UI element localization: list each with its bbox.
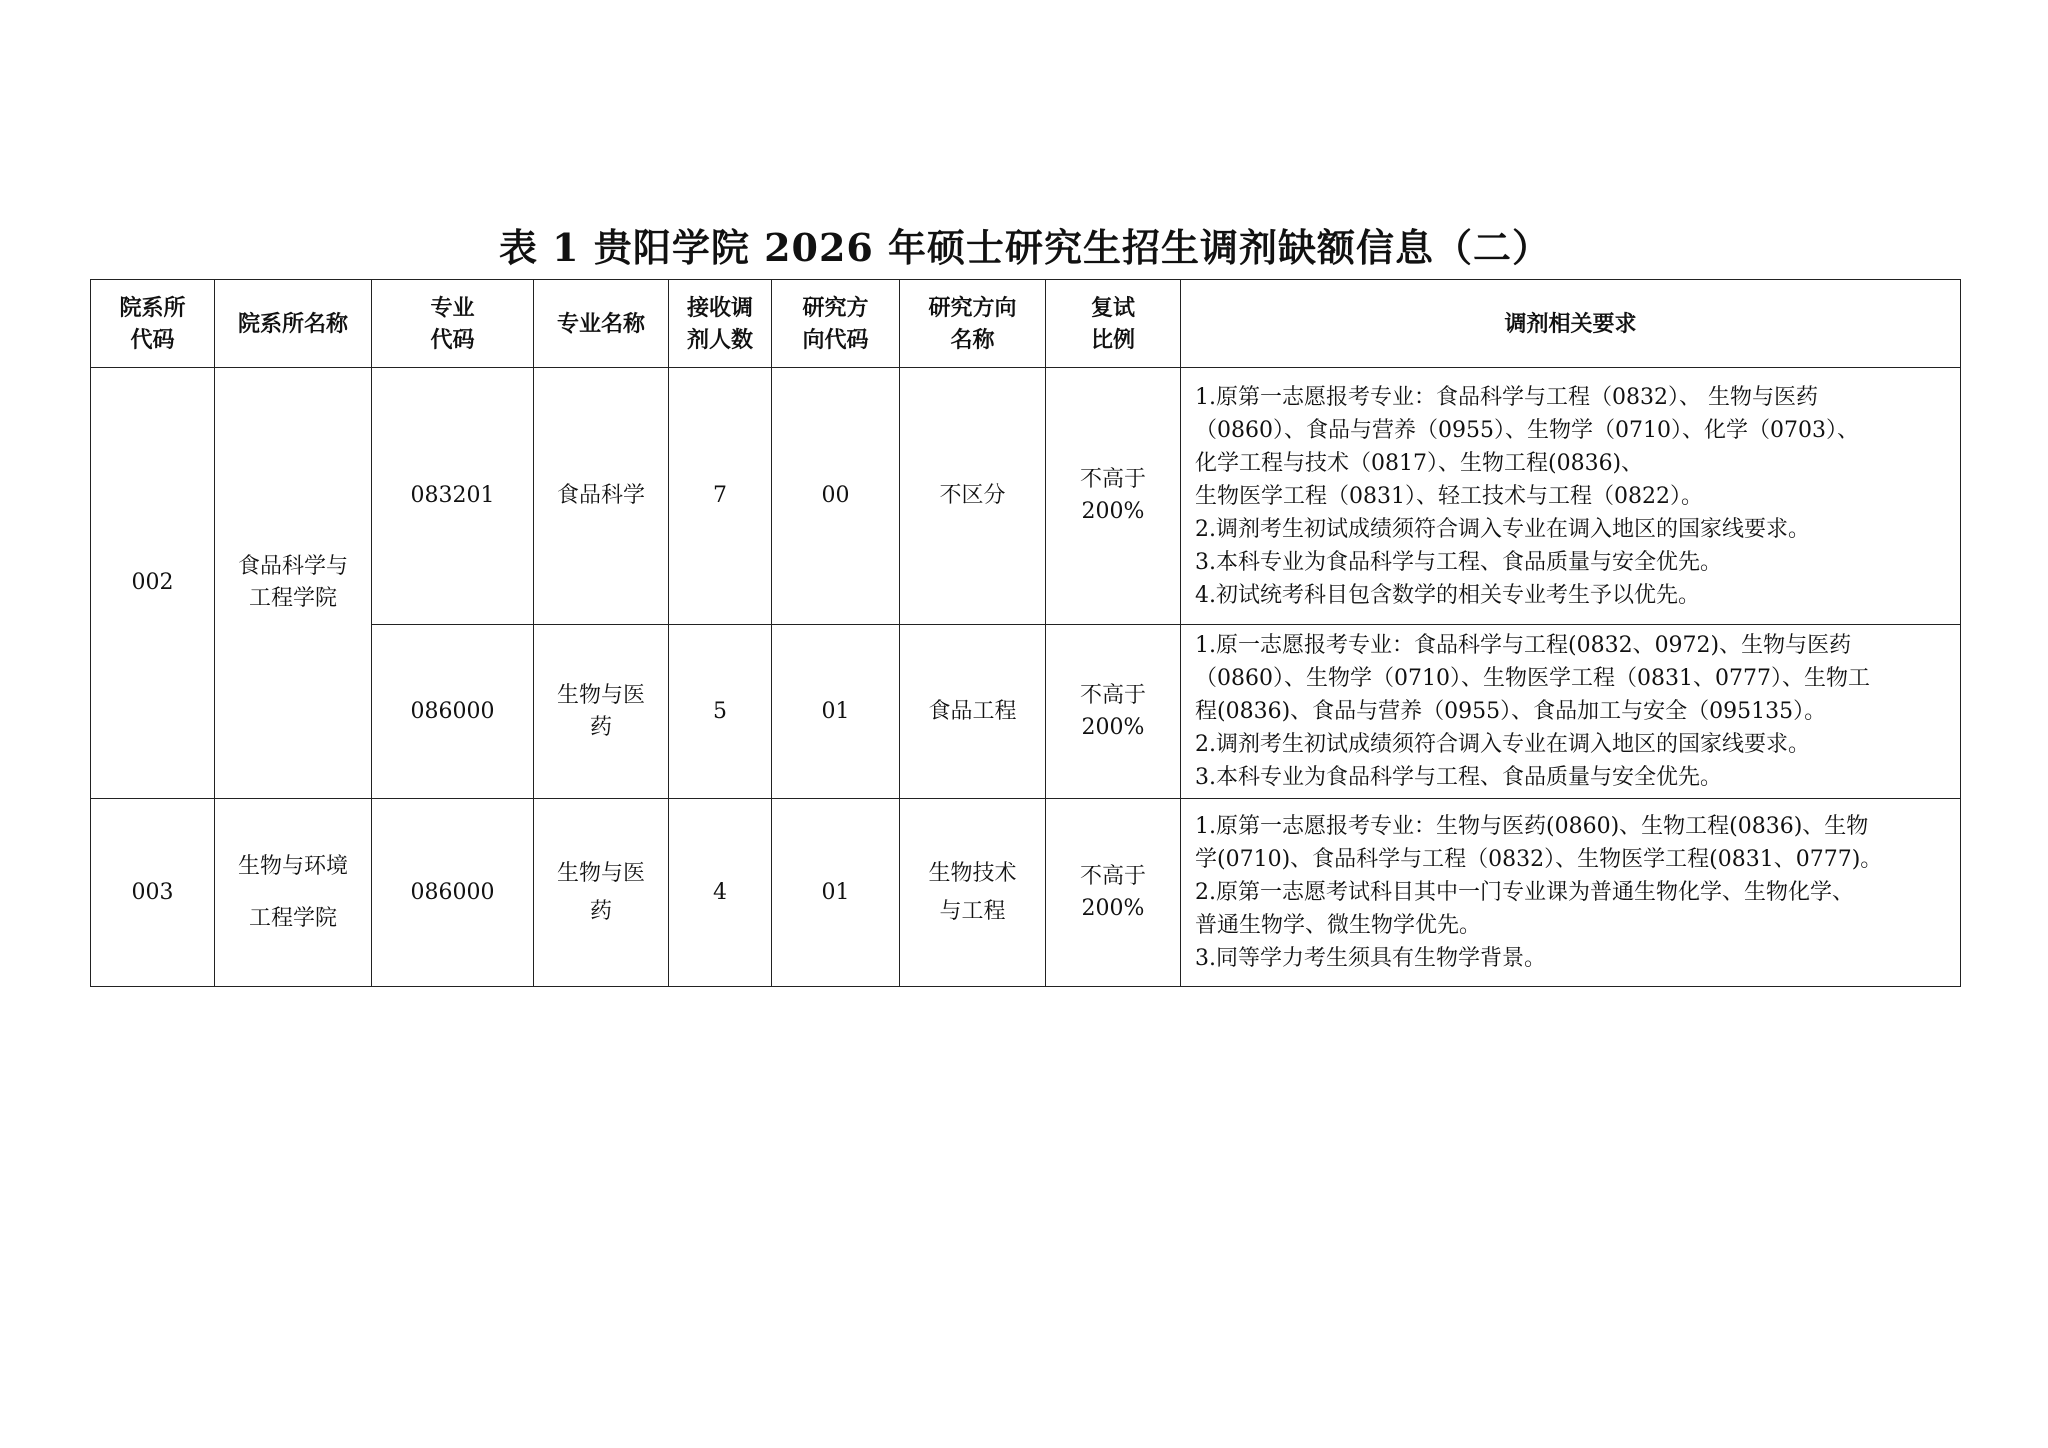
requirement-line: 3.本科专业为食品科学与工程、食品质量与安全优先。 (1195, 765, 1722, 790)
requirement-line: 2.原第一志愿考试科目其中一门专业课为普通生物化学、生物化学、 (1195, 880, 1854, 905)
direction-name-cell: 生物技术 与工程 (900, 799, 1046, 987)
requirement-line: 3.同等学力考生须具有生物学背景。 (1195, 946, 1546, 971)
requirement-line: 1.原第一志愿报考专业：生物与医药(0860)、生物工程(0836)、生物 (1195, 814, 1869, 839)
requirement-line: 程(0836)、食品与营养（0955）、食品加工与安全（095135）。 (1195, 699, 1827, 724)
dept-name-cell: 食品科学与 工程学院 (215, 368, 372, 799)
major-name-cell: 生物与医 药 (534, 625, 669, 799)
dept-code-cell: 003 (91, 799, 215, 987)
requirement-line: 2.调剂考生初试成绩须符合调入专业在调入地区的国家线要求。 (1195, 732, 1810, 757)
requirements-cell (1181, 625, 1961, 799)
header-major-code: 专业 代码 (372, 280, 534, 368)
direction-name-cell: 不区分 (900, 368, 1046, 625)
direction-code-cell: 01 (772, 799, 900, 987)
header-direction-code: 研究方 向代码 (772, 280, 900, 368)
table-header-row (91, 280, 1961, 368)
requirements-cell (1181, 368, 1961, 625)
requirement-line: 1.原一志愿报考专业：食品科学与工程(0832、0972)、生物与医药 (1195, 633, 1852, 658)
requirement-line: （0860）、食品与营养（0955）、生物学（0710）、化学（0703）、 (1195, 417, 1859, 443)
header-quota: 接收调 剂人数 (669, 280, 772, 368)
table-row (91, 799, 1961, 987)
header-major-name: 专业名称 (534, 280, 669, 368)
ratio-cell: 不高于 200% (1046, 368, 1181, 625)
requirement-line: （0860）、生物学（0710）、生物医学工程（0831、0777）、生物工 (1195, 666, 1870, 691)
quota-cell: 7 (669, 368, 772, 625)
direction-code-cell: 00 (772, 368, 900, 625)
requirement-line: 1.原第一志愿报考专业：食品科学与工程（0832）、 生物与医药 (1195, 384, 1818, 410)
table-row (91, 368, 1961, 625)
header-ratio: 复试 比例 (1046, 280, 1181, 368)
requirement-line: 2.调剂考生初试成绩须符合调入专业在调入地区的国家线要求。 (1195, 516, 1810, 542)
requirement-line: 4.初试统考科目包含数学的相关专业考生予以优先。 (1195, 582, 1700, 608)
header-direction-name: 研究方向 名称 (900, 280, 1046, 368)
header-requirements: 调剂相关要求 (1181, 280, 1961, 368)
direction-name-cell: 食品工程 (900, 625, 1046, 799)
major-name-cell: 生物与医 药 (534, 799, 669, 987)
requirement-line: 学(0710)、食品科学与工程（0832）、生物医学工程(0831、0777)。 (1195, 847, 1883, 872)
ratio-cell: 不高于 200% (1046, 799, 1181, 987)
quota-cell: 5 (669, 625, 772, 799)
major-code-cell: 083201 (372, 368, 534, 625)
requirement-line: 3.本科专业为食品科学与工程、食品质量与安全优先。 (1195, 549, 1722, 575)
direction-code-cell: 01 (772, 625, 900, 799)
dept-name-cell: 生物与环境 工程学院 (215, 799, 372, 987)
requirement-line: 普通生物学、微生物学优先。 (1195, 913, 1482, 938)
dept-code-cell: 002 (91, 368, 215, 799)
major-name-cell: 食品科学 (534, 368, 669, 625)
ratio-cell: 不高于 200% (1046, 625, 1181, 799)
major-code-cell: 086000 (372, 625, 534, 799)
requirement-line: 生物医学工程（0831）、轻工技术与工程（0822）。 (1195, 483, 1703, 509)
requirement-line: 化学工程与技术（0817）、生物工程(0836)、 (1195, 450, 1644, 476)
header-dept-code: 院系所 代码 (91, 280, 215, 368)
requirements-cell (1181, 799, 1961, 987)
page-title: 表 1 贵阳学院 2026 年硕士研究生招生调剂缺额信息（二） (498, 225, 1552, 270)
adjustment-quota-table (90, 279, 1961, 987)
header-dept-name: 院系所名称 (215, 280, 372, 368)
major-code-cell: 086000 (372, 799, 534, 987)
table-row (91, 625, 1961, 799)
quota-cell: 4 (669, 799, 772, 987)
